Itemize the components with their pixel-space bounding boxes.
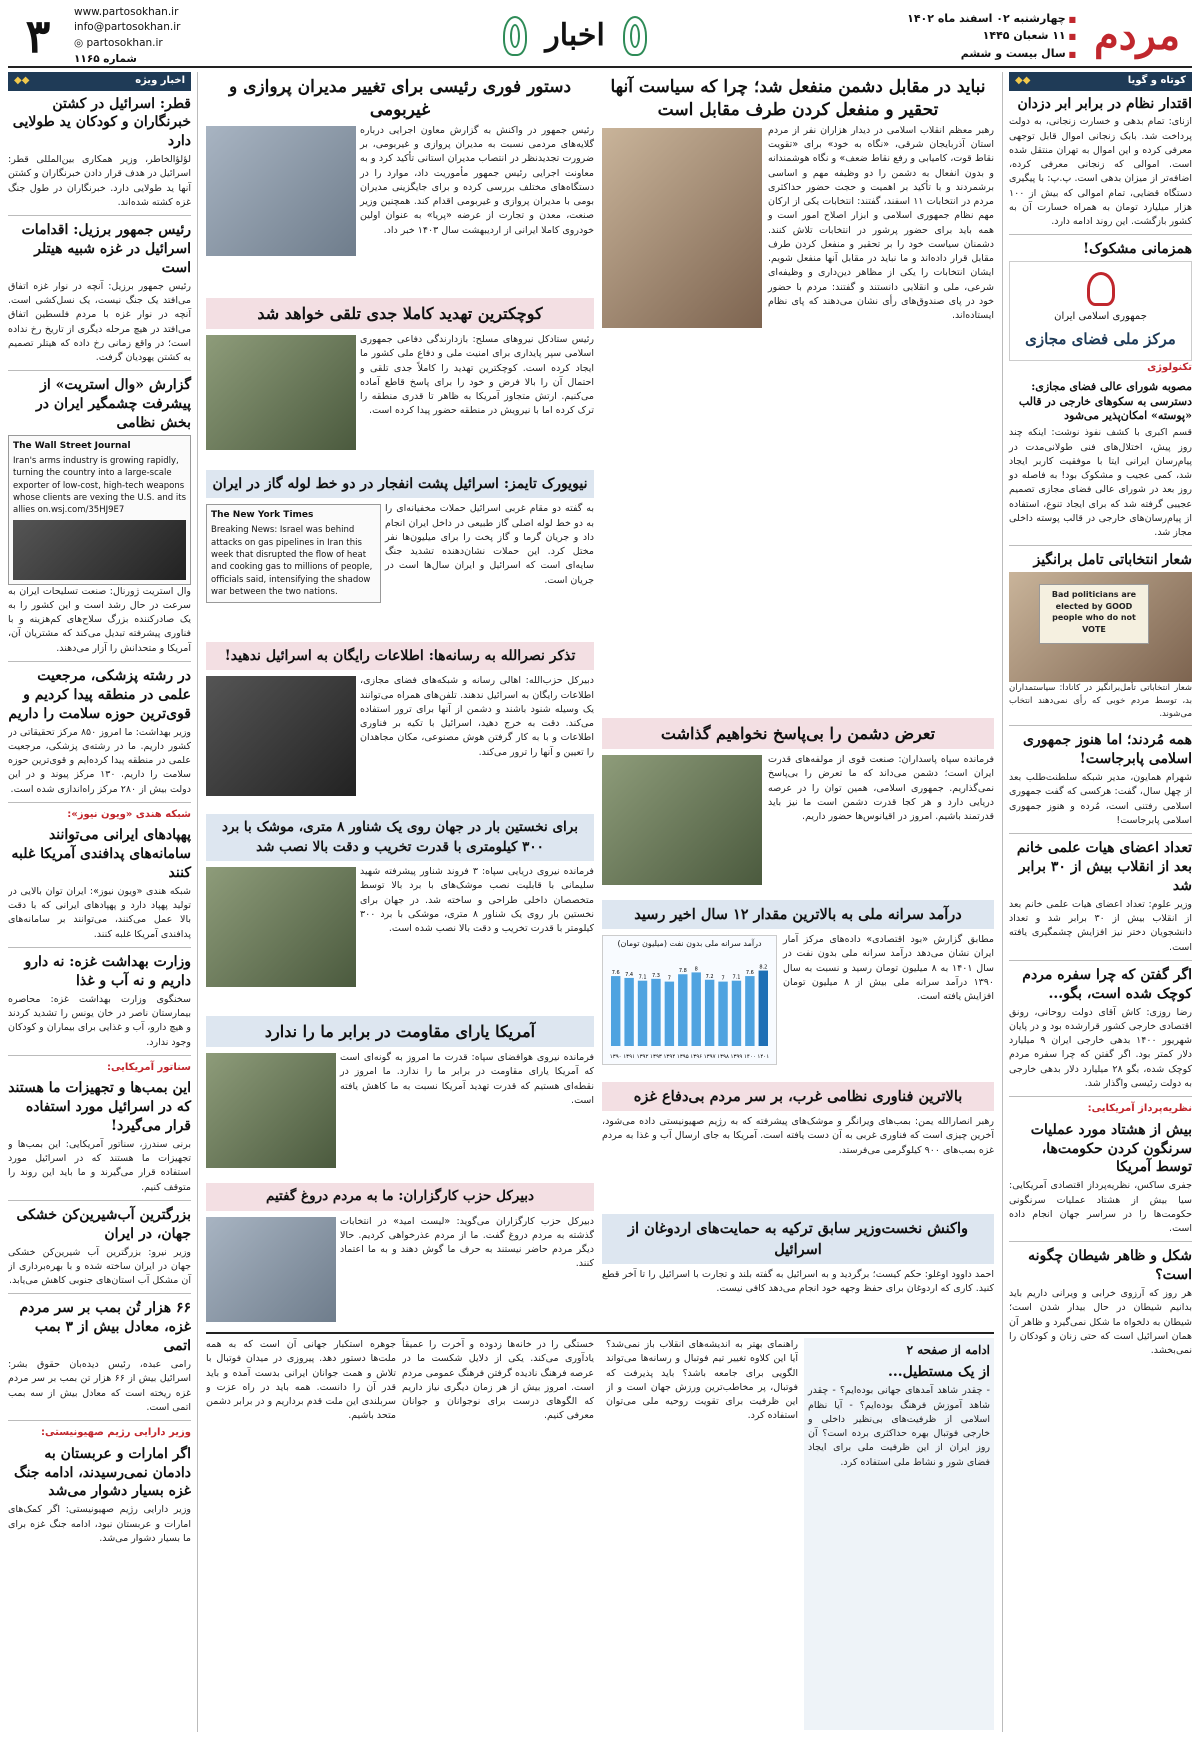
- continued-column: [804, 1338, 994, 1730]
- chart-tick-label: ۱۳۹۸: [717, 1053, 729, 1060]
- headline: بزرگترین آب‌شیرین‌کن خشکی جهان، در ایران: [16, 1206, 191, 1242]
- article-text: رهبر معظم انقلاب اسلامی در دیدار هزاران نفر از مردم استان آذربایجان شرقی، «نگاه به خود» برای «تقویت نقاط قوت، کامیابی و رفع نقاط ضعف» و نگاه هوشمندانه و بدون انفعال به دشمن را دو وظیفه مهم و اساسی برشمردند و با تأکید بر اهمیت و حجت حضور حداکثری مردم در انتخابات ۱۱ اسفند، گفتند: انتخابات یکی از ارکان مهم نظام جمهوری اسلامی و ابزار اصلاح امور است و همه باید برای حضور پرشور در انتخابات تلاش کنند. دشمنان سیاست خود را بر تحقیر و منفعل کردن طرف مقابل قرار داده‌اند و ما نباید در مقابل آنها منفعل شویم. ایشان انتخابات را یکی از مظاهر دین‌داری و وظیفه‌ای شرعی، ملی و انقلابی دانستند و گفتند: مردم با حضور خود در پای صندوق‌های رأی نشان می‌دهند که پای نظام ایستاده‌اند.: [768, 124, 994, 322]
- article-text: وزیر نیرو: بزرگترین آب شیرین‌کن خشکی جهان در ایران ساخته شده و با بهره‌برداری از آن مشکل آب استان‌های جنوبی کاهش می‌یابد.: [8, 1246, 191, 1287]
- section-tag: اخبار ویژه ◆◆: [8, 72, 191, 91]
- headline: تعداد اعضای هیات علمی خانم بعد از انقلاب بیش از ۳۰ برابر شد: [1016, 840, 1192, 895]
- chart-bar: [732, 980, 741, 1045]
- ornament-icon: [623, 16, 647, 56]
- article-text: دبیرکل حزب کارگزاران می‌گوید: «لیست امید» در انتخابات گذشته به مردم دروغ گفت. ما از مردم عذرخواهی کردیم. حالا دیگر مردم حاضر نیستند به حرف ما گوش دهند و به ما اعتماد کنند.: [340, 1215, 594, 1270]
- headline-banner: آمریکا یارای مقاومت در برابر ما را ندارد: [206, 1016, 594, 1047]
- chart-title: درآمد سرانه ملی بدون نفت (میلیون تومان): [617, 939, 762, 949]
- footer-column-4: [206, 1338, 396, 1730]
- kicker: سناتور آمریکایی:: [107, 1061, 191, 1073]
- chart-bar: [665, 981, 674, 1045]
- article-text: وزیر دارایی رژیم صهیونیستی: اگر کمک‌های امارات و عربستان نبود، ادامه جنگ غزه برای ما بسیار دشوار می‌شد.: [8, 1504, 191, 1544]
- chart-data-label: 7: [721, 975, 725, 982]
- chart-bar: [678, 974, 687, 1046]
- headline: همه مُردند؛ اما هنوز جمهوری اسلامی پابرجاست!: [1022, 732, 1192, 768]
- headline: دستور فوری رئیسی برای تغییر مدیران پروازی و غیربومی: [228, 77, 572, 120]
- section-header: [258, 14, 892, 58]
- tweet-source: The Wall Street Journal: [13, 441, 131, 452]
- article-text: فرمانده سپاه پاسداران: صنعت قوی از مولفه‌های قدرت ایران است؛ دشمن می‌داند که ما تعرض را بی‌پاسخ نمی‌گذاریم. جمهوری اسلامی، همین توان را در عرصه دریایی دارد و هر کجا قدرت دشمن است ما نیز باید قدرتمند باشیم. امروز در اقیانوس‌ها حضور داریم.: [768, 754, 994, 823]
- article-text: وزیر بهداشت: ما امروز ۸۵۰ مرکز تحقیقاتی در کشور داریم. ما در رشته‌ی پزشکی، مرجعیت علمی در منطقه پیدا کرده‌ایم و قوی‌ترین حوزه سلامت را داریم. ۱۳۰ مرکز پیوند و در این دولت بیش از ۲۸۰ مرکز راه‌اندازی شده است.: [8, 726, 192, 795]
- headline: رئیس جمهور برزیل: اقدامات اسرائیل در غزه شبیه هیتلر است: [21, 222, 191, 276]
- footer-columns: [206, 1332, 994, 1732]
- chart-data-label: 8: [694, 966, 698, 973]
- chart-tick-label: ۱۳۹۷: [703, 1053, 716, 1060]
- nasrallah-photo: [206, 676, 356, 796]
- ornament-icon: [503, 16, 527, 56]
- article-text: سخنگوی وزارت بهداشت غزه: محاصره بیمارستان ناصر در خان یونس را تشدید کردند و هیچ دارو، آب و غذایی برای بیماران و کودکان وجود ندارد.: [8, 993, 191, 1048]
- headline: نباید در مقابل دشمن منفعل شد؛ چرا که سیاست آنها تحقیر و منفعل کردن طرف مقابل است: [610, 77, 986, 120]
- page-number: ۳: [25, 8, 51, 63]
- general-photo: [206, 335, 356, 450]
- turkey-story: [602, 1210, 994, 1327]
- headline: اقتدار نظام در برابر ابر دزدان: [1017, 95, 1192, 112]
- article-text: فرمانده نیروی هوافضای سپاه: قدرت ما امروز به گونه‌ای است که آمریکا یارای مقاومت در برابر ما را ندارد. ما امروز در نقطه‌ای هستیم که قدرت تهدید آمریکا نسبت به ما کاهش یافته است.: [340, 1052, 594, 1106]
- article-text: رضا روزی: کاش آقای دولت روحانی، رونق اقتصادی خارجی کشور قرارشده بود و در پایان شهریور ۱۴۰۰ بدهی خارجی ایران ۹ میلیارد دلار کمتر بود. اگر گفتن که چرا سفره مردم کوچک شده، بگو ۲۸ میلیارد دلار بدهی خارجی به دولت رئیسی واگذار شد.: [1009, 1006, 1192, 1089]
- cyberspace-logo: جمهوری اسلامی ایران مرکز ملی فضای مجازی: [1009, 261, 1192, 361]
- kicker: وزیر دارایی رژیم صهیونیستی:: [41, 1427, 191, 1439]
- chart-data-label: 8.2: [759, 964, 768, 971]
- masthead: [8, 6, 1192, 68]
- headline-banner: برای نخستین بار در جهان روی یک شناور ۸ متری، موشک با برد ۳۰۰ کیلومتری با قدرت تخریب و دقت بالا نصب شد: [206, 814, 594, 861]
- headline-banner: تعرض دشمن را بی‌پاسخ نخواهیم گذاشت: [602, 718, 994, 749]
- chart-bar: [638, 980, 647, 1045]
- article-text: قسم اکبری با کشف نفوذ نوشت: اینکه چند روز پیش، اختلال‌های فنی طولانی‌مدت در پیام‌رسان ایرانی ایتا با موفقیت کاربر ایجاد شد، کمی عجیب و مشکوک بود! به فاصله دو روز بعد در شورای عالی فضای مجازی تصمیم عجیبی گرفته شد که برای ایجاد تنوع، استفاده از پیام‌رسان‌های خارجی در قالب پوسته داخلی مجاز شد.: [1009, 427, 1192, 539]
- article-text: رئیس ستادکل نیروهای مسلح: بازدارندگی دفاعی جمهوری اسلامی سپر پایداری برای امنیت ملی و دفاع ملی کشور ما ایجاد کرده است. کوچکترین تهدید را کاملاً جدی تلقی و احتمال آن را بالا فرض و خود را برای پاسخ قاطع آماده می‌کنیم. ارتش متجاوز آمریکا به ظاهر تا قدری منطقه را ترک کرده اما با نیرویش در منطقه حضور پیدا کرده است.: [360, 334, 594, 417]
- chart-tick-label: ۱۳۹۰: [609, 1053, 622, 1060]
- issue-number: شماره ۱۱۶۵: [74, 52, 137, 65]
- tweet-source: The New York Times: [211, 510, 314, 521]
- chart-tick-label: ۱۳۹۳: [650, 1053, 662, 1060]
- chart-bar: [718, 981, 727, 1045]
- date-hijri: ■ ۱۱ شعبان ۱۴۴۵: [892, 27, 1076, 44]
- emblem-icon: [1087, 272, 1115, 306]
- article-text: رامی عبده، رئیس دیده‌بان حقوق بشر: اسرائیل بیش از ۶۶ هزار تن بمب بر سر مردم غزه ریخته است که معادل بیش از سه بمب اتمی است.: [8, 1359, 191, 1413]
- chart-data-label: 7: [667, 975, 671, 982]
- tweet-text: Iran's arms industry is growing rapidly, turning the country into a large-scale exporter of low-cost, high-tech weapons whose clients are vexing the U.S. and its allies on.wsj.com/35HJ9E7: [13, 456, 187, 516]
- chart-tick-label: ۱۳۹۴: [663, 1053, 676, 1060]
- navy-commander-photo: [206, 867, 356, 987]
- headline: پهپادهای ایرانی می‌توانند سامانه‌های پدافندی آمریکا غلبه کنند: [11, 827, 191, 882]
- chart-data-label: 7.1: [732, 974, 741, 981]
- headline-banner: بالاترین فناوری نظامی غرب، بر سر مردم بی‌دفاع غزه: [602, 1082, 994, 1111]
- protest-sign: Bad politicians are elected by GOOD people who do not VOTE: [1039, 584, 1149, 644]
- headline: ۶۶ هزار تُن بمب بر سر مردم غزه، معادل بیش از ۳ بمب اتمی: [19, 1300, 191, 1355]
- chart-data-label: 7.2: [705, 973, 714, 980]
- article-text: وال استریت ژورنال: صنعت تسلیحات ایران به سرعت در حال رشد است و این کشور را به یک صادرکننده بزرگ سلاح‌های کم‌هزینه و با فناوری پیشرفته تبدیل می‌کند که مشتریان آن، آمریکا و متحدانش را آزار می‌دهند.: [8, 585, 191, 654]
- article-text: احمد داوود اوغلو: حکم کیست؛ برگردید و به اسرائیل به گفته بلند و تجارت با اسرائیل را تا آخر قطع کنید. کاری که اردوغان برای حفظ وجهه خود انجام می‌دهد کافی نیست.: [602, 1269, 994, 1295]
- newspaper-logo: [1082, 8, 1192, 64]
- chart-bar: [624, 978, 633, 1046]
- income-chart: [602, 935, 777, 1065]
- social-link[interactable]: ◎ partosokhan.ir: [74, 37, 163, 49]
- drone-photo: [13, 520, 186, 580]
- salami-photo: [602, 755, 762, 885]
- nyt-story: [206, 466, 594, 636]
- article-text: رهبر انصارالله یمن: بمب‌های ویرانگر و موشک‌های پیشرفته که به رژیم صهیونیستی داده می‌شود، آخرین چیزی است که فناوری غربی به آن دست یافته است. آمریکا به جای ارسال آب و غذا به مردم غزه بمب‌های ۹۰۰ کیلوگرمی می‌فرستد.: [602, 1116, 994, 1156]
- article-text: لؤلؤالخاطر، وزیر همکاری بین‌المللی قطر: اسرائیل در هدف قرار دادن خبرنگاران و کشتن آنها ید طولایی دارد. خبرنگاران در طول جنگ غزه کشته شده‌اند.: [8, 154, 191, 208]
- photo-caption: شعار انتخاباتی تأمل‌برانگیز در کانادا: سیاستمداران بد، توسط مردم خوبی که رأی نمی‌دهند انتخاب می‌شوند.: [1009, 683, 1192, 719]
- nyt-tweet-card: [206, 504, 381, 603]
- chart-bar: [651, 978, 660, 1045]
- chart-tick-label: ۱۴۰۰: [743, 1053, 756, 1060]
- chart-bar: [705, 979, 714, 1045]
- headline-banner: نیویورک تایمز: اسرائیل پشت انفجار در دو خط لوله گاز در ایران: [206, 470, 594, 498]
- contact-info: [68, 5, 258, 68]
- nasrallah-story: [206, 638, 594, 808]
- main-content: [206, 72, 994, 1732]
- chart-data-label: 7.1: [638, 974, 647, 981]
- chart-bar: [692, 972, 701, 1046]
- western-tech-story: [602, 1078, 994, 1208]
- threat-story: [206, 294, 594, 464]
- wsj-tweet-card: [8, 435, 191, 585]
- article-text: هر روز که آرزوی خرابی و ویرانی داریم باید بدانیم شیطان در حال بیدار شدن است؛ شیطان به دلخواه ما شکل نمی‌گیرد و ظاهر آن همان اسرائیل است که حتی زنان و کودکان را نمی‌بخشد.: [1009, 1288, 1192, 1357]
- kicker: شبکه هندی «ویون نیوز»:: [67, 808, 191, 820]
- footer-column-3: [402, 1338, 594, 1730]
- president-story: [206, 72, 594, 292]
- kargozaran-photo: [206, 1217, 336, 1322]
- income-bar-chart: [605, 950, 774, 1062]
- tweet-text: Breaking News: Israel was behind attacks on gas pipelines in Iran this week that disrupted the flow of heat and cooking gas to millions of people, officials said, intensifying the shadow war between the two nations.: [211, 525, 373, 597]
- protest-photo: [1009, 572, 1192, 682]
- headline: قطر: اسرائیل در کشتن خبرنگاران و کودکان ید طولایی دارد: [12, 95, 191, 150]
- headline-banner: دبیرکل حزب کارگزاران: ما به مردم دروغ گفتیم: [206, 1183, 594, 1211]
- president-photo: [206, 126, 356, 256]
- chart-bar: [759, 970, 768, 1045]
- salami-story: [602, 714, 994, 894]
- logo-text: مردم: [1093, 12, 1181, 59]
- volume-year: ■ سال بیست و ششم: [892, 45, 1076, 62]
- section-title: اخبار: [545, 18, 605, 54]
- subheadline: مصوبه شورای عالی فضای مجازی: دسترسی به سکوهای خارجی در قالب «پوسته» امکان‌پذیر می‌شود: [1018, 379, 1192, 423]
- article-text: راهنمای بهتر به اندیشه‌های انقلاب باز نمی‌شد؟ آیا این کلاوه تغییر تیم فوتبال و رسانه‌ها می‌تواند الگویی برای جامعه باشد؟ باید پذیرفت که فوتبال، پر مخاطب‌ترین ورزش جهان است و از این ظرفیت برای تقویت روحیه ملی می‌توان استفاده کرد.: [606, 1339, 798, 1422]
- chart-data-label: 7.6: [611, 969, 620, 976]
- article-text: فرمانده نیروی دریایی سپاه: ۳ فروند شناور پیشرفته شهید سلیمانی با قابلیت نصب موشک‌های با برد بالا توسط متخصصان داخلی طراحی و ساخته شد. در جهان برای نخستین بار روی یک شناور ۸ متری، موشکی با برد ۳۰۰ کیلومتر با قدرت تخریب و دقت بالا نصب شده است.: [360, 866, 594, 935]
- headline: بیش از هشتاد مورد عملیات سرنگون کردن حکومت‌ها، توسط آمریکا: [1030, 1121, 1192, 1176]
- article-text: مطابق گزارش «بود اقتصادی» داده‌های مرکز آمار ایران نشان می‌دهد درآمد سرانه ملی بدون نفت در سال ۱۴۰۱ به ۸ میلیون تومان رسید و نسبت به سال ۱۳۹۰ درآمد سرانه ملی بیش از ۸ میلیون تومان افزایش یافته است.: [783, 934, 994, 1003]
- chart-data-label: 7.8: [678, 967, 687, 974]
- article-text: رئیس جمهور در واکنش به گزارش معاون اجرایی درباره گلایه‌های مردمی نسبت به مدیران پروازی و غیربومی، بر ضرورت تجدیدنظر در انتصاب مدیران استانی تأکید کرد و به معاونت اجرایی رئیس جمهور مأموریت داد، موارد را در دستگاه‌های مختلف بررسی کرده و برای جایگزینی مدیران بومی با مدیران پروازی و غیربومی اقدام کند. همچنین وزیر صنعت، معدن و تجارت از عرضه «پریا» به عنوان اولین خودروی کاملا ایرانی از اردیبهشت سال ۱۴۰۳ خبر داد.: [360, 124, 594, 236]
- chart-bar: [745, 976, 754, 1046]
- website-link[interactable]: www.partosokhan.ir: [74, 5, 179, 18]
- footer-column-2: [606, 1338, 798, 1730]
- headline: وزارت بهداشت غزه: نه دارو داریم و نه آب و غذا: [24, 953, 191, 989]
- headline: در رشته پزشکی، مرجعیت علمی در منطقه پیدا کردیم و قوی‌ترین حوزه سلامت را داریم: [8, 667, 191, 722]
- headline-banner: درآمد سرانه ملی به بالاترین مقدار ۱۲ سال اخیر رسید: [602, 900, 994, 929]
- chart-data-label: 7.6: [745, 969, 754, 976]
- missile-boat-story: [206, 810, 594, 1010]
- headline: این بمب‌ها و تجهیزات ما هستند که در اسرائیل مورد استفاده قرار می‌گیرد!: [8, 1080, 191, 1135]
- headline-banner: تذکر نصرالله به رسانه‌ها: اطلاعات رایگان به اسرائیل ندهید!: [206, 642, 594, 670]
- article-text: برنی سندرز، سناتور آمریکایی: این بمب‌ها و تجهیزات ما هستند که در اسرائیل مورد استفاده قرار می‌گیرند و ما باید این روند را متوقف کنیم.: [8, 1138, 191, 1193]
- content-columns: [8, 72, 1192, 1732]
- headline: شکل و ظاهر شیطان چگونه است؟: [1028, 1248, 1192, 1284]
- chart-tick-label: ۱۴۰۱: [757, 1053, 770, 1060]
- section-tag: کوتاه و گویا ◆◆: [1009, 72, 1192, 91]
- kargozaran-story: [206, 1179, 594, 1327]
- chart-tick-label: ۱۳۹۲: [636, 1053, 649, 1060]
- headline: همزمانی مشکوک!: [1082, 241, 1192, 258]
- chart-data-label: 7.3: [651, 972, 660, 979]
- headline: از یک مستطیل...: [888, 1364, 990, 1381]
- date-persian: ■ چهارشنبه ۰۲ اسفند ماه ۱۴۰۲: [892, 10, 1076, 27]
- aerospace-commander-photo: [206, 1053, 336, 1168]
- chart-tick-label: ۱۳۹۵: [676, 1053, 689, 1060]
- chart-tick-label: ۱۳۹۱: [623, 1053, 636, 1060]
- chart-bar: [611, 976, 620, 1046]
- headline: شعار انتخاباتی تامل برانگیز: [1033, 552, 1192, 569]
- article-text: شهرام همایون، مدیر شبکه سلطنت‌طلب بعد از چهل سال، گفت: هرکسی که گفت جمهوری اسلامی رفتنی است، مُرده و هنوز جمهوری اسلامی پابرجاست!: [1009, 772, 1192, 826]
- headline: اگر گفتن که چرا سفره مردم کوچک شده است، بگو...: [1022, 966, 1192, 1002]
- headline: اگر امارات و عربستان به دادمان نمی‌رسیدند، ادامه جنگ غزه بسیار دشوار می‌شد: [14, 1445, 191, 1500]
- article-text: وزیر علوم: تعداد اعضای هیات علمی خانم بعد از انقلاب بیش از ۳۰ برابر شد و تعداد دانشجویان دختر نیز افزایش چشمگیری یافته است.: [1009, 898, 1192, 953]
- article-text: شبکه هندی «ویون نیوز»: ایران توان بالایی در تولید پهپاد دارد و پهپادهای ایرانی که با دقت بالا عمل می‌کنند، می‌توانند بر سامانه‌های پدافندی آمریکا غلبه کنند.: [8, 885, 191, 940]
- masthead-dates: [892, 10, 1082, 61]
- headline-banner: واکنش نخست‌وزیر سابق ترکیه به حمایت‌های اردوغان از اسرائیل: [602, 1214, 994, 1264]
- headline: گزارش «وال استریت» از پیشرفت چشمگیر ایران در بخش نظامی: [36, 377, 191, 432]
- article-text: - چقدر شاهد آمدهای جهانی بوده‌ایم؟ - چقدر شاهد آموزش فرهنگ بوده‌ایم؟ - آیا نظام اسلامی از ظرفیت‌های بی‌نظیر داخلی و خارجی فوتبال بهره حداکثری برده است؟ آن روز ایران از این ظرفیت ملی برای ایجاد فضای شور و نشاط ملی استفاده کرد.: [808, 1385, 990, 1468]
- email-link[interactable]: info@partosokhan.ir: [74, 21, 181, 34]
- article-text: رئیس جمهور برزیل: آنچه در نوار غزه اتفاق می‌افتد یک جنگ نیست، یک نسل‌کشی است. آنچه در نوار غزه با مردم فلسطین اتفاق می‌افتد در هیچ مرحله دیگری از تاریخ رخ نداده است؛ در واقع زمانی رخ داده که هیتلر تصمیم به کشتن یهودیان گرفت.: [8, 280, 191, 364]
- left-sidebar: [8, 72, 198, 1732]
- chart-data-label: 7.4: [625, 971, 634, 978]
- article-text: به گفته دو مقام غربی اسرائیل حملات مخفیانه‌ای را به دو خط لوله اصلی گاز طبیعی در داخل ایران انجام داد و جریان گرما و گاز پخت را برای میلیون‌ها نفر مختل کرد. این حملات نشان‌دهنده تشدید جنگ سایه‌ای است که اسرائیل و ایران سال‌ها است در جریان است.: [385, 503, 594, 586]
- income-story: [602, 896, 994, 1076]
- article-text: جوهره استکبار جهانی آن است که به همه ملت‌ها دستور دهد. پیروزی در میدان فوتبال با تلاش و همت جوانان ایرانی بدست آمده و باید قدر آن را دانست. همه باید در راه عزت و سربلندی این ملت قدم برداریم و در برابر دشمن متحد باشیم.: [206, 1339, 396, 1422]
- kicker: نظریه‌پرداز آمریکایی:: [1087, 1103, 1192, 1115]
- headline-banner: کوچکترین تهدید کاملا جدی تلقی خواهد شد: [206, 298, 594, 329]
- chart-tick-label: ۱۳۹۹: [730, 1053, 743, 1060]
- resistance-story: [206, 1012, 594, 1177]
- leader-story: [602, 72, 994, 712]
- kicker: تکنولوژی: [1147, 362, 1192, 374]
- right-sidebar: [1002, 72, 1192, 1732]
- article-text: جفری ساکس، نظریه‌پرداز اقتصادی آمریکایی: سیا بیش از هشتاد عملیات سرنگونی حکومت‌ها را در سراسر جهان انجام داده است.: [1009, 1180, 1192, 1235]
- article-text: ازنای: تمام بدهی و خسارت زنجانی، به دولت پرداخت شد. بابک زنجانی اموال قابل توجهی معرفی کرده و این اموال به تهران منتقل شده است. اموالی که زنجانی معرفی کرده، اضافه‌تر از میزان بدهی است. پ.پ: با پیگیری دستگاه قضایی، تمام اموالی که بیش از ۱۰۰ هزار میلیارد تومان به همراه خسارت آن به کشور بازگشت. این روند ادامه دارد.: [1009, 116, 1192, 228]
- article-text: دبیرکل حزب‌الله: اهالی رسانه و شبکه‌های فضای مجازی، اطلاعات رایگان به اسرائیل ندهند. تلفن‌های همراه می‌توانند یک وسیله شنود باشند و دشمن از آنها برای ترور استفاده می‌کند. دقت به خرج دهید، اسرائیل با تکیه بر فناوری اطلاعات و با به کار گرفتن هوش مصنوعی، مکان مجاهدان را تعیین و آنها را ترور می‌کند.: [360, 675, 594, 758]
- continued-label: ادامه از صفحه ۲: [906, 1343, 990, 1357]
- article-text: خستگی را در خانه‌ها زدوده و آخرت را عمیقاً یادآوری می‌کند. یکی از دلایل شکست ما در عرصه فرهنگ نادیده گرفتن فرهنگ عمومی مردم است. امروز بیش از هر زمان دیگری نیاز داریم که الگوهای درست برای نوجوانان و جوانان معرفی کنیم.: [402, 1339, 594, 1422]
- leader-photo: [602, 128, 762, 328]
- chart-tick-label: ۱۳۹۶: [690, 1053, 703, 1060]
